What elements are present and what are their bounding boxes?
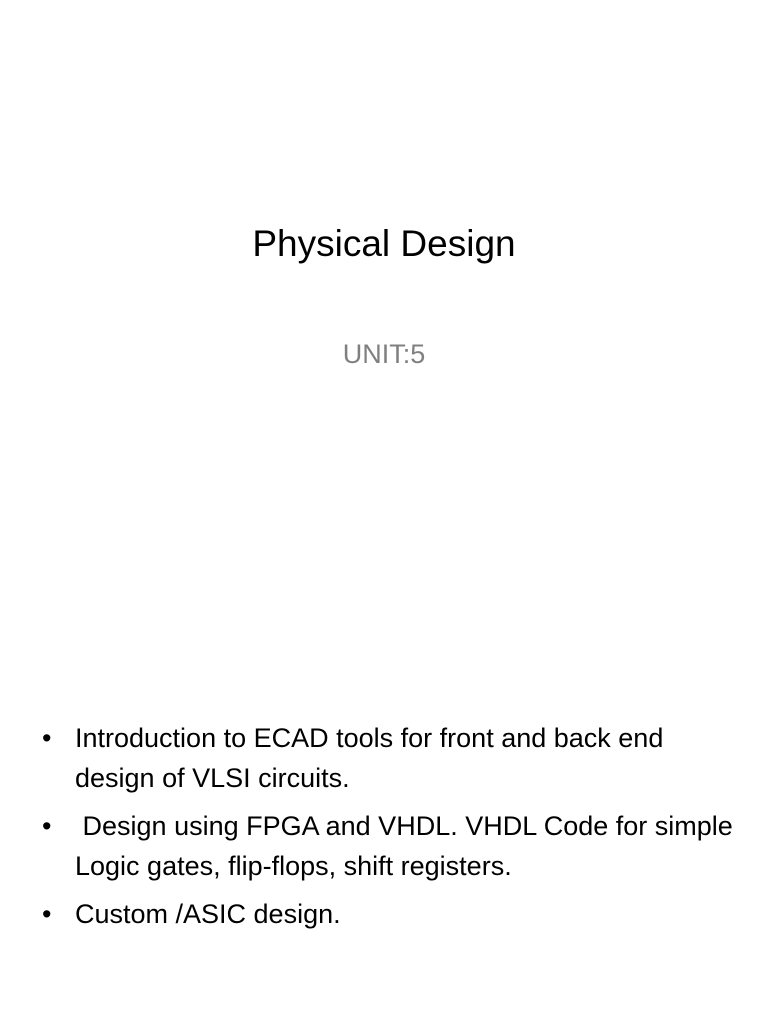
bullet-dot-icon: • (42, 723, 52, 753)
bullet-item (38, 894, 738, 934)
bullet-text: Design using FPGA and VHDL. VHDL Code for simple Logic gates, flip-flops, shift registers. (75, 811, 741, 881)
bullet-list (38, 718, 741, 942)
bullet-dot-icon: • (42, 899, 52, 929)
bullet-text: Custom /ASIC design. (75, 899, 341, 929)
bullet-item (38, 806, 741, 886)
bullet-item (38, 718, 738, 798)
slide-title: Physical Design (252, 223, 516, 264)
slide-subtitle: UNIT:5 (342, 339, 426, 369)
bullet-text: Introduction to ECAD tools for front and back end design of VLSI circuits. (75, 723, 664, 793)
bullet-dot-icon: • (42, 811, 52, 841)
